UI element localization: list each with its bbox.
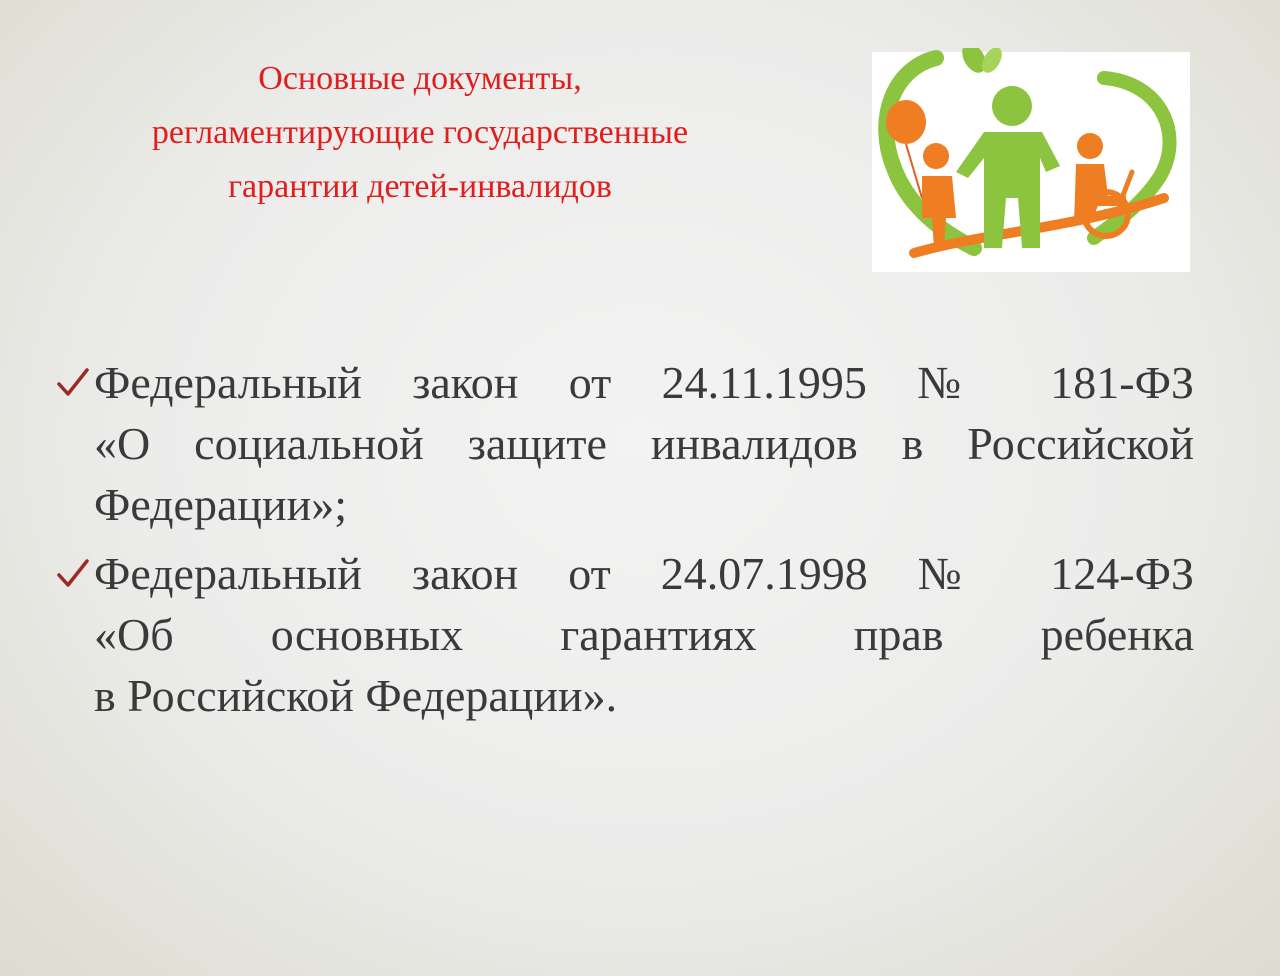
- bullet-list: [52, 352, 1194, 734]
- slide-title: [40, 52, 800, 214]
- bullet-line: Федерации»;: [94, 479, 348, 530]
- bullet-line: в Российской Федерации».: [94, 670, 618, 721]
- bullet-item: [52, 543, 1194, 726]
- family-disability-logo: [864, 48, 1194, 276]
- bullet-item: [52, 352, 1194, 535]
- check-icon: [56, 557, 90, 591]
- check-icon: [56, 366, 90, 400]
- title-line-3: гарантии детей-инвалидов: [228, 168, 612, 205]
- bullet-line: Федеральный закон от 24.11.1995 № 181-ФЗ: [94, 357, 1194, 408]
- title-line-1: Основные документы,: [258, 60, 582, 97]
- bullet-line: Федеральный закон от 24.07.1998 № 124-ФЗ: [94, 548, 1194, 599]
- bullet-line: «Об основных гарантиях прав ребенка: [94, 609, 1194, 660]
- logo-image: [864, 48, 1194, 276]
- bullet-line: «О социальной защите инвалидов в Российской: [94, 418, 1194, 469]
- title-line-2: регламентирующие государственные: [151, 114, 689, 151]
